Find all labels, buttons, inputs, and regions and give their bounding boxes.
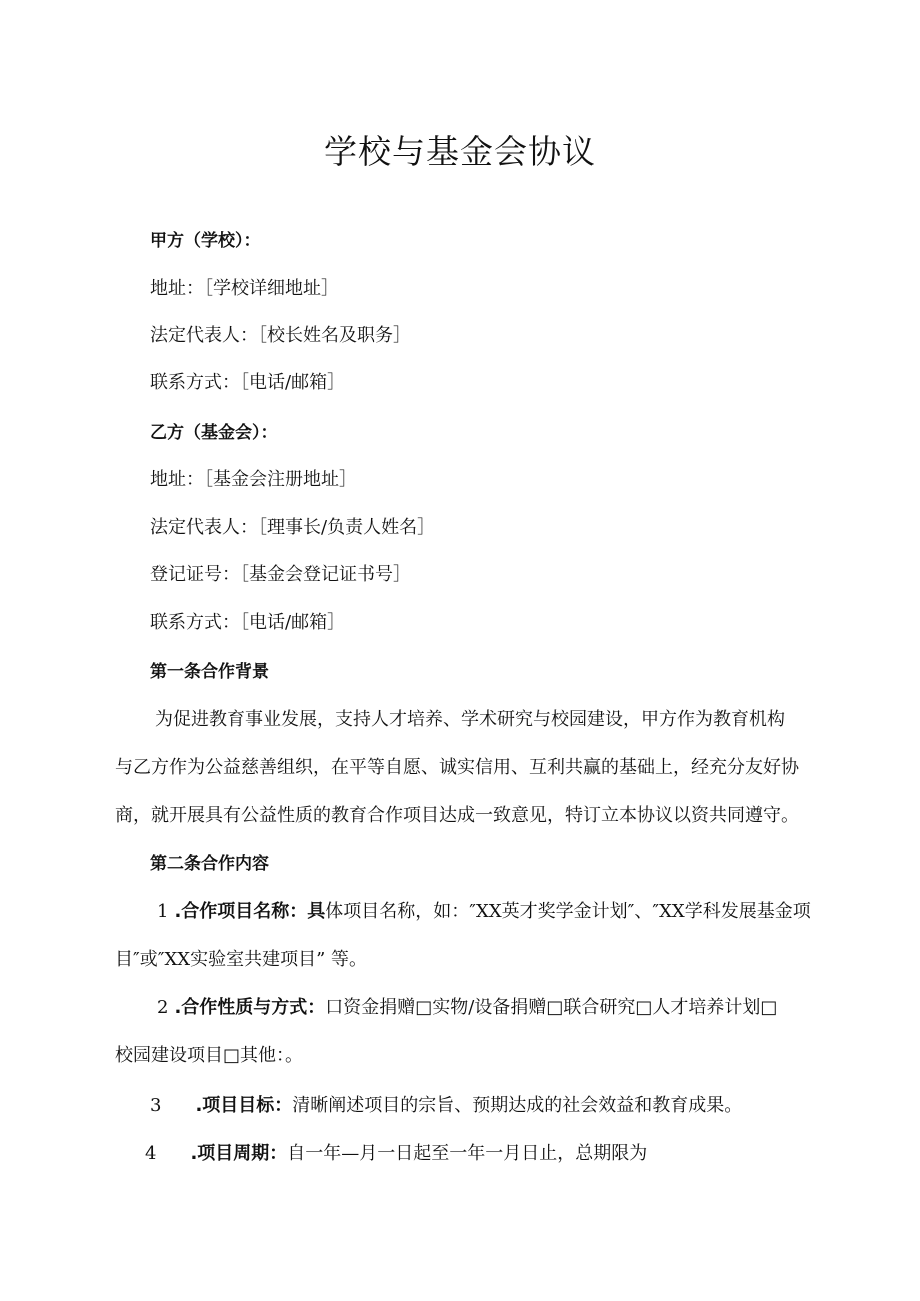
party-b-heading: 乙方（基金会）： [150,423,278,443]
party-a-address-label: 地址： [150,278,204,299]
party-b-rep-value: ［理事长/负责人姓名］ [258,517,436,538]
party-b-contact-label: 联系方式： [150,612,240,633]
party-b-address-value: ［基金会注册地址］ [204,469,357,490]
article-1-line-2: 与乙方作为公益慈善组织，在平等自愿、诚实信用、互利共赢的基础上，经充分友好协 [115,757,799,778]
party-a-heading: 甲方（学校）： [150,231,261,251]
party-a-rep-label: 法定代表人： [150,325,258,346]
article-2-item-2-cont: 校园建设项目□其他：。 [115,1045,304,1066]
party-b-address-label: 地址： [150,469,204,490]
article-1-heading: 第一条合作背景 [150,662,269,682]
item-1-text: 体项目名称，如：″XX英才奖学金计划″、″XX学科发展基金项 [325,901,811,922]
party-b-representative [150,516,435,540]
item-4-label: .项目周期： [190,1143,288,1164]
item-3-number: 3 [150,1095,162,1116]
article-2-item-1 [157,900,811,924]
item-2-text: 口资金捐赠□实物/设备捐赠□联合研究□人才培养计划□ [325,997,778,1018]
article-2-item-1-cont: 目″或″XX实验室共建项目” 等。 [115,949,367,970]
item-1-label: .合作项目名称：具 [174,901,326,922]
article-2-item-4 [145,1142,647,1166]
article-2-item-3 [150,1094,742,1118]
party-a-rep-value: ［校长姓名及职务］ [258,325,411,346]
party-b-rep-label: 法定代表人： [150,517,258,538]
party-a-representative [150,324,411,348]
party-a-address-value: ［学校详细地址］ [204,278,339,299]
party-b-registration [150,563,411,587]
item-3-label: .项目目标： [195,1095,293,1116]
party-b-contact [150,611,345,635]
article-2-heading: 第二条合作内容 [150,854,269,874]
item-4-text: 自一年—月一日起至一年一月日止，总期限为 [287,1143,648,1164]
article-2-item-2 [157,996,777,1020]
party-a-contact-label: 联系方式： [150,372,240,393]
article-1-line-3: 商，就开展具有公益性质的教育合作项目达成一致意见，特订立本协议以资共同遵守。 [115,805,799,826]
item-2-label: .合作性质与方式： [174,997,326,1018]
party-b-reg-label: 登记证号： [150,564,240,585]
party-a-contact-value: ［电话/邮箱］ [240,372,346,393]
item-4-number: 4 [145,1143,157,1164]
item-2-number: 2 [157,997,169,1018]
party-b-reg-value: ［基金会登记证书号］ [240,564,411,585]
item-3-text: 清晰阐述项目的宗旨、预期达成的社会效益和教育成果。 [292,1095,743,1116]
article-1-line-1: 为促进教育事业发展，支持人才培养、学术研究与校园建设，甲方作为教育机构 [155,709,785,730]
party-b-contact-value: ［电话/邮箱］ [240,612,346,633]
party-b-address [150,468,357,492]
party-a-contact [150,371,345,395]
document-title: 学校与基金会协议 [324,132,596,171]
item-1-number: 1 [157,901,169,922]
party-a-address [150,277,339,301]
